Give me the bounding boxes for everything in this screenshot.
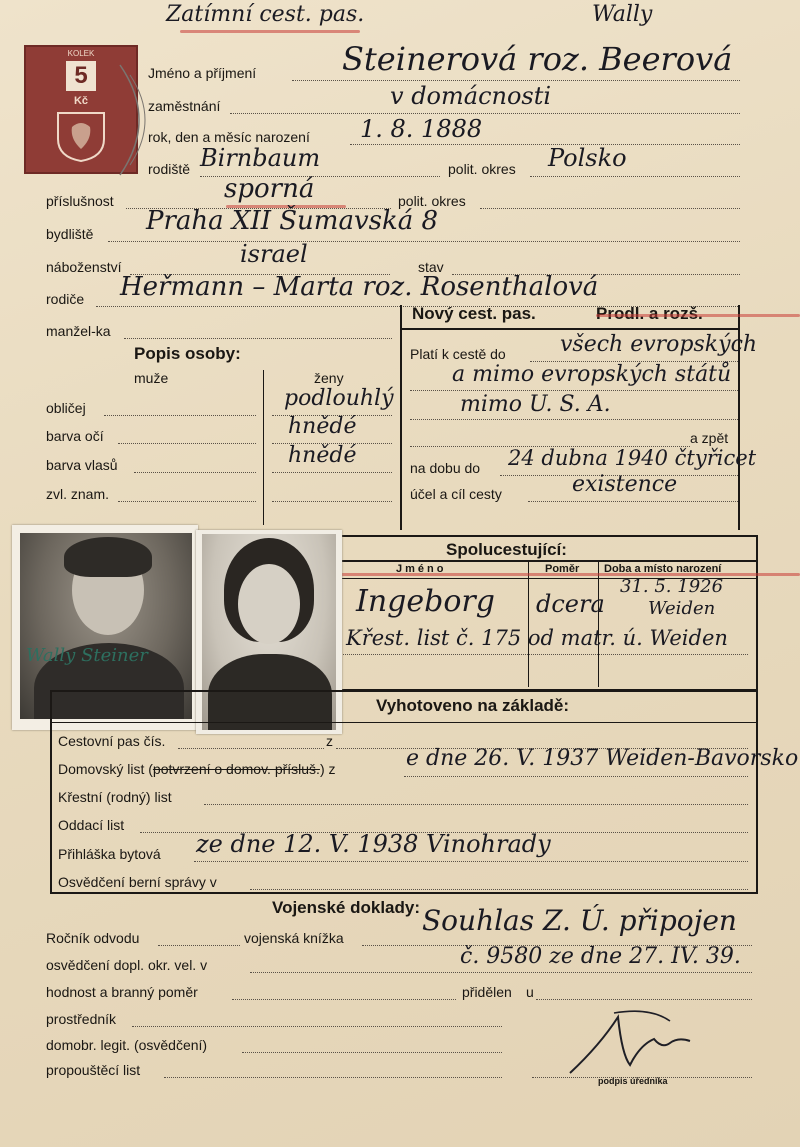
- purpose-label: účel a cíl cesty: [410, 486, 502, 502]
- residence-label: bydliště: [46, 226, 94, 242]
- stamp-top-text: KOLEK: [67, 49, 95, 58]
- face-label: obličej: [46, 400, 86, 416]
- col-relation-header: Poměr: [545, 563, 580, 575]
- official-signature-icon: [560, 1005, 710, 1080]
- dotted-line: [536, 999, 752, 1000]
- dotted-line: [108, 241, 740, 242]
- domicile-label: [58, 761, 336, 777]
- column-divider: [528, 560, 529, 687]
- rank-label: hodnost a branný poměr: [46, 984, 198, 1000]
- period-value: 24 dubna 1940 čtyřicet: [508, 446, 757, 470]
- women-label: ženy: [314, 370, 344, 386]
- release-label: propouštěcí list: [46, 1062, 141, 1078]
- birth-label: rok, den a měsíc narození: [148, 129, 310, 145]
- dotted-line: [530, 176, 740, 177]
- occupation-label: zaměstnání: [148, 98, 221, 114]
- dotted-line: [292, 80, 740, 81]
- companion-note: Křest. list č. 175 od matr. ú. Weiden: [346, 626, 728, 650]
- dotted-line: [178, 748, 324, 749]
- dotted-line: [272, 472, 392, 473]
- issued-title: Vyhotoveno na základě:: [376, 696, 570, 715]
- official-signature-label: podpis úředníka: [598, 1076, 668, 1086]
- domicile-label-start: Domovský list (: [58, 761, 153, 777]
- companion-relation: dcera: [536, 590, 605, 618]
- dotted-line: [272, 501, 392, 502]
- certificate-value: č. 9580 ze dne 27. IV. 39.: [460, 944, 741, 969]
- military-title: Vojenské doklady:: [272, 898, 421, 917]
- new-passport-title: Nový cest. pas.: [412, 304, 536, 323]
- citizenship-label: příslušnost: [46, 193, 114, 209]
- valid-line1: všech evropských: [560, 332, 758, 357]
- residence-value: Praha XII Šumavská 8: [146, 206, 439, 236]
- col-date-place-header: Doba a místo narození: [604, 563, 722, 575]
- companions-title: Spolucestující:: [446, 540, 567, 559]
- dotted-line: [528, 501, 738, 502]
- stamp-currency: Kč: [73, 95, 89, 107]
- return-label: a zpět: [690, 430, 729, 446]
- polit-okres-label-2: polit. okres: [398, 193, 466, 209]
- valid-line3: mimo U. S. A.: [460, 392, 611, 417]
- hair-value: hnědé: [288, 443, 357, 468]
- parents-label: rodiče: [46, 291, 85, 307]
- dotted-line: [158, 945, 240, 946]
- description-title: Popis osoby:: [134, 344, 241, 363]
- baptism-label: Křestní (rodný) list: [58, 789, 172, 805]
- assigned-label: přidělen: [462, 984, 512, 1000]
- polit-okres-label: polit. okres: [448, 161, 516, 177]
- birthplace-label: rodiště: [148, 161, 191, 177]
- face-value: podlouhlý: [284, 386, 394, 411]
- valid-label: Platí k cestě do: [410, 346, 506, 362]
- dotted-line: [104, 415, 256, 416]
- purpose-value: existence: [572, 472, 678, 497]
- eyes-label: barva očí: [46, 428, 104, 444]
- occupation-value: v domácnosti: [390, 82, 552, 110]
- domicile-label-struck: potvrzení o domov. přísluš.: [152, 761, 320, 777]
- year-label: Ročník odvodu: [46, 930, 140, 946]
- marriage-label: Oddací list: [58, 817, 125, 833]
- column-divider: [598, 560, 599, 687]
- registration-value: ze dne 12. V. 1938 Vinohrady: [196, 830, 551, 858]
- handwritten-name-note: Wally: [592, 2, 653, 27]
- birthplace-value: Birnbaum: [200, 144, 321, 172]
- dotted-line: [194, 861, 748, 862]
- handwritten-title: Zatímní cest. pas.: [166, 2, 365, 27]
- dotted-line: [334, 654, 748, 655]
- name-value: Steinerová roz. Beerová: [342, 40, 733, 78]
- mediator-label: prostředník: [46, 1011, 117, 1027]
- companion-birth-place: Weiden: [648, 598, 716, 619]
- lion-crest-icon: [54, 109, 108, 163]
- polit-okres-value: Polsko: [548, 144, 627, 172]
- col-name-header: Jméno: [396, 563, 447, 575]
- legitimation-label: domobr. legit. (osvědčení): [46, 1037, 208, 1053]
- valid-line2: a mimo evropských států: [452, 362, 732, 387]
- dotted-line: [230, 113, 740, 114]
- birth-value: 1. 8. 1888: [360, 115, 483, 143]
- passport-section-rule: [400, 328, 740, 330]
- photo-signature: Wally Steiner: [26, 645, 148, 666]
- dotted-line: [132, 1026, 502, 1027]
- name-label: Jméno a příjmení: [148, 65, 257, 81]
- status-label: stav: [418, 259, 444, 275]
- eyes-value: hnědé: [288, 414, 357, 439]
- parents-value: Heřmann – Marta roz. Rosenthalová: [120, 272, 599, 302]
- dotted-line: [232, 999, 456, 1000]
- face-shape: [238, 564, 300, 644]
- assigned-u-label: u: [526, 984, 534, 1000]
- companion-birth-date: 31. 5. 1926: [620, 576, 724, 597]
- dotted-line: [118, 501, 256, 502]
- dotted-line: [410, 390, 738, 391]
- issued-title-rule: [50, 722, 756, 723]
- red-underline: [180, 30, 360, 33]
- marks-label: zvl. znam.: [46, 486, 110, 502]
- hair-shape: [64, 537, 152, 577]
- dotted-line: [350, 144, 740, 145]
- period-label: na dobu do: [410, 460, 481, 476]
- dotted-line: [410, 419, 738, 420]
- dotted-line: [404, 776, 748, 777]
- companions-title-rule: [326, 560, 756, 562]
- dotted-line: [204, 804, 748, 805]
- spouse-label: manžel-ka: [46, 323, 111, 339]
- stamp-value: 5: [66, 61, 96, 91]
- dotted-line: [124, 338, 392, 339]
- dotted-line: [164, 1077, 502, 1078]
- registration-label: Přihláška bytová: [58, 846, 161, 862]
- dotted-line: [250, 889, 748, 890]
- domicile-value: e dne 26. V. 1937 Weiden-Bavorsko: [406, 746, 799, 771]
- dotted-line: [134, 472, 256, 473]
- tax-label: Osvědčení berní správy v: [58, 874, 217, 890]
- passport-from-label: z: [326, 733, 333, 749]
- dotted-line: [250, 972, 752, 973]
- military-book-value: Souhlas Z. Ú. připojen: [422, 904, 737, 937]
- dotted-line: [118, 443, 256, 444]
- description-divider: [263, 370, 264, 525]
- red-strike: [596, 314, 800, 317]
- men-label: muže: [134, 370, 169, 386]
- certificate-label: osvědčení dopl. okr. vel. v: [46, 957, 208, 973]
- passport-number-label: Cestovní pas čís.: [58, 733, 166, 749]
- citizenship-value: sporná: [224, 174, 315, 204]
- dotted-line: [480, 208, 740, 209]
- domicile-label-end: ) z: [319, 761, 336, 777]
- vertical-divider: [400, 305, 402, 530]
- companion-name: Ingeborg: [356, 584, 495, 619]
- dotted-line: [242, 1052, 502, 1053]
- religion-label: náboženství: [46, 259, 122, 275]
- hair-label: barva vlasů: [46, 457, 118, 473]
- religion-value: israel: [240, 240, 308, 268]
- military-book-label: vojenská knížka: [244, 930, 344, 946]
